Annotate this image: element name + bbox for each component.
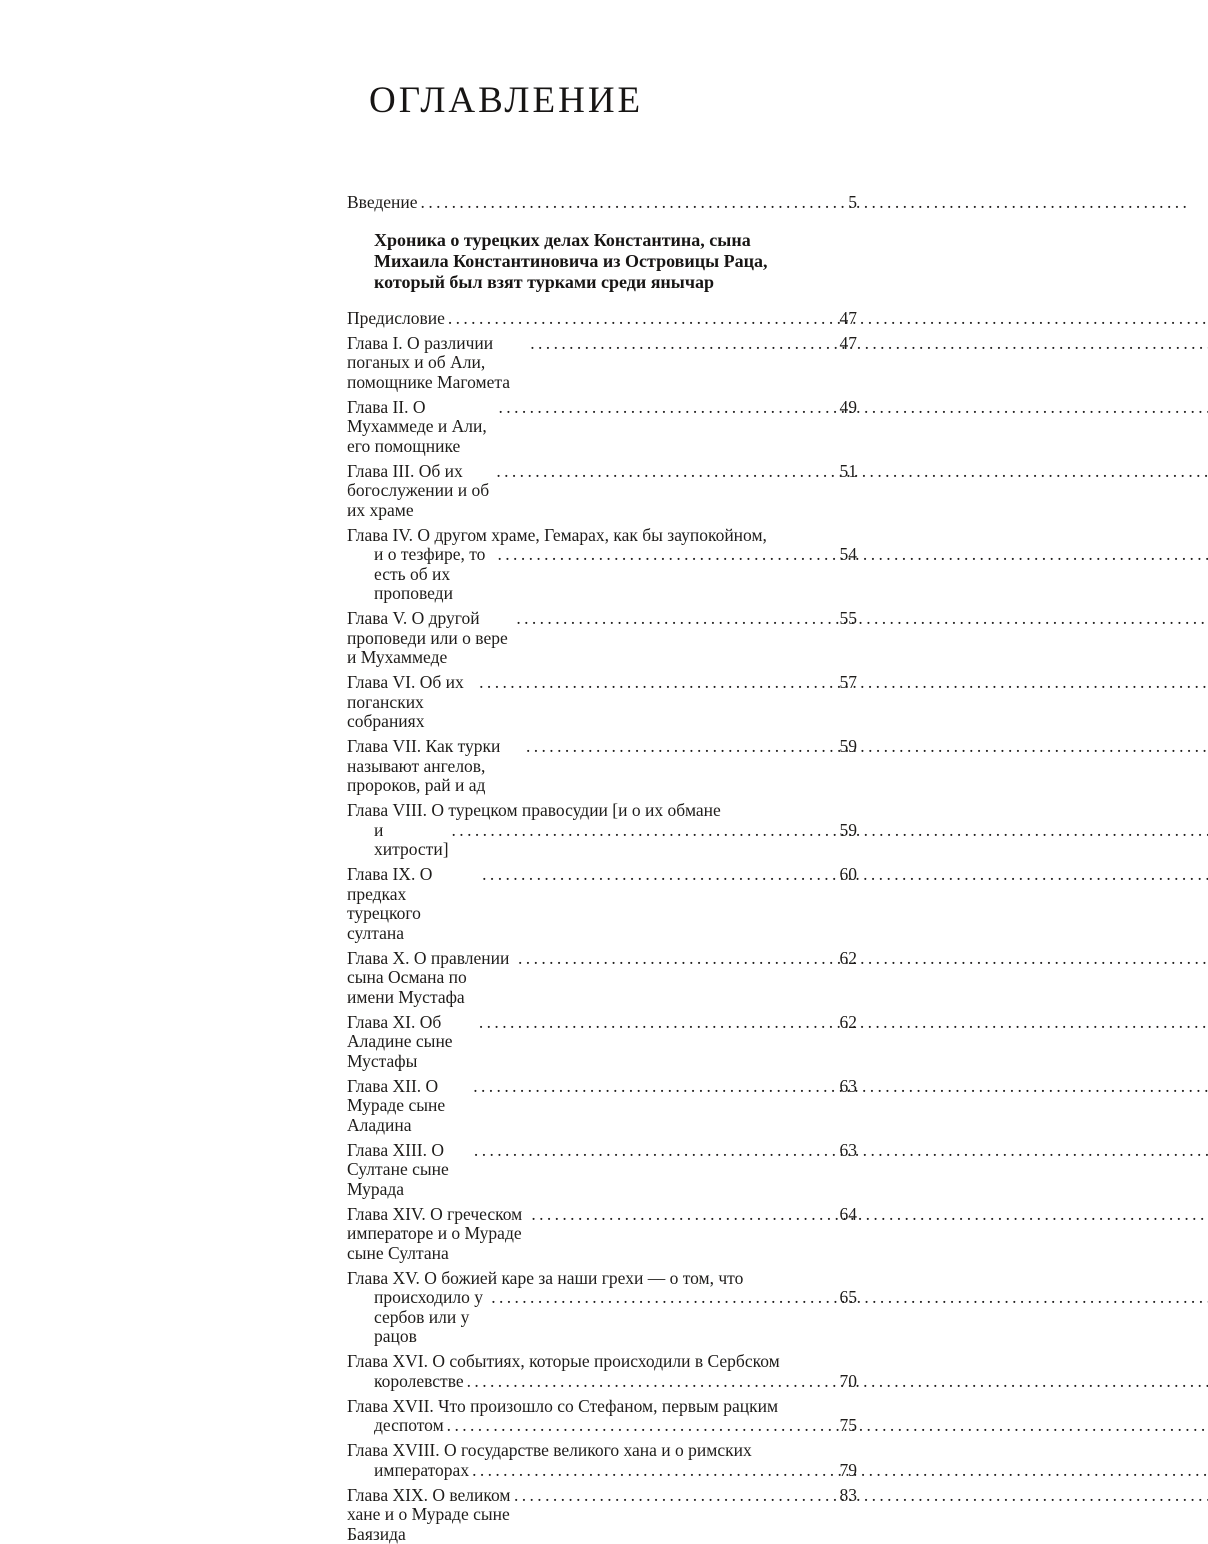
toc-entry xyxy=(347,1013,857,1072)
toc-entry-text: императорах xyxy=(374,1459,470,1480)
toc-entry-line xyxy=(347,1205,857,1264)
page-number: 51 xyxy=(839,460,857,481)
toc-entry xyxy=(347,1352,857,1391)
page-number: 83 xyxy=(839,1484,857,1505)
toc-entry-line xyxy=(347,801,857,821)
toc-entry-text: Глава VII. Как турки называют ангелов, пророков, рай и ад xyxy=(347,736,501,796)
toc-entry-line xyxy=(347,673,857,732)
dot-leader xyxy=(499,398,835,418)
toc-entry-text: Глава XV. О божией каре за наши грехи — о том, что xyxy=(347,1267,744,1288)
dot-leader xyxy=(479,1013,835,1033)
toc-entry-line xyxy=(347,309,857,329)
toc-entry xyxy=(347,865,857,943)
toc-entry xyxy=(347,1486,857,1544)
toc-entry-line xyxy=(347,1372,857,1392)
toc-entry-line xyxy=(347,949,857,1008)
toc-entry-text: Глава XVI. О событиях, которые происходили в Сербском xyxy=(347,1351,780,1372)
toc-entry-text: Глава VI. Об их поганских собраниях xyxy=(347,672,464,732)
toc-entry-text: Глава III. Об их богослужении и об их храме xyxy=(347,460,490,520)
toc-entry-text: Глава XIII. О Султане сыне Мурада xyxy=(347,1139,449,1199)
toc-entry xyxy=(347,673,857,732)
toc-entry-line xyxy=(347,1441,857,1461)
dot-leader xyxy=(496,462,834,482)
toc-list xyxy=(347,193,857,1544)
toc-entry-text: Глава X. О правлении сына Османа по имени Мустафа xyxy=(347,947,510,1007)
dot-leader xyxy=(467,1372,835,1392)
toc-entry xyxy=(347,1077,857,1136)
toc-entry-line xyxy=(347,334,857,393)
page-number: 55 xyxy=(839,608,857,629)
toc-entry-text: Глава IV. О другом храме, Гемарах, как бы заупокойном, xyxy=(347,524,767,545)
page-number: 62 xyxy=(839,1011,857,1032)
page-number: 79 xyxy=(839,1459,857,1480)
toc-entry-line xyxy=(347,545,857,604)
toc-entry-line xyxy=(347,1013,857,1072)
toc-entry-text: происходило у сербов или у рацов xyxy=(374,1287,483,1347)
section-heading xyxy=(374,230,857,293)
toc-entry-line xyxy=(347,1077,857,1136)
toc-entry-line xyxy=(347,1486,857,1544)
toc-entry xyxy=(347,193,857,213)
toc-entry xyxy=(347,737,857,796)
toc-entry xyxy=(347,309,857,329)
toc-entry-line xyxy=(347,398,857,457)
dot-leader xyxy=(447,1416,835,1436)
page-number: 65 xyxy=(839,1287,857,1308)
toc-entry-text: Глава II. О Мухаммеде и Али, его помощнике xyxy=(347,396,487,456)
section-heading-line: который был взят турками среди янычар xyxy=(374,271,715,292)
page-number: 47 xyxy=(839,332,857,353)
dot-leader xyxy=(498,545,835,565)
toc-entry-text: Предисловие xyxy=(347,307,445,328)
toc-entry-line xyxy=(347,821,857,860)
toc-entry-text: Глава I. О различии поганых и об Али, помощнике Магомета xyxy=(347,332,510,392)
toc-entry xyxy=(347,462,857,521)
page-number: 62 xyxy=(839,947,857,968)
toc-entry-text: Глава XII. О Мураде сыне Аладина xyxy=(347,1075,446,1135)
toc-entry-text: Глава XVIII. О государстве великого хана и о римских xyxy=(347,1440,752,1461)
dot-leader xyxy=(518,949,834,969)
toc-entry xyxy=(347,398,857,457)
toc-entry-text: Глава XI. Об Аладине сыне Мустафы xyxy=(347,1011,453,1071)
section-heading-line: Хроника о турецких делах Константина, сына xyxy=(374,229,751,250)
toc-entry-text: Глава V. О другой проповеди или о вере и Мухаммеде xyxy=(347,608,508,668)
dot-leader xyxy=(514,1486,835,1506)
toc-entry-text: Глава XIX. О великом хане и о Мураде сыне Баязида xyxy=(347,1484,511,1544)
toc-entry-text: королевстве xyxy=(374,1370,464,1391)
dot-leader xyxy=(491,1288,834,1308)
book-page xyxy=(279,0,929,1544)
toc-entry-line xyxy=(347,462,857,521)
toc-entry xyxy=(347,1205,857,1264)
toc-entry-line xyxy=(347,1397,857,1417)
page-number: 60 xyxy=(839,864,857,885)
dot-leader xyxy=(526,737,835,757)
toc-entry xyxy=(347,949,857,1008)
dot-leader xyxy=(472,1461,834,1481)
toc-entry-text: и хитрости] xyxy=(374,819,449,860)
toc-entry xyxy=(347,1141,857,1200)
page-number: 64 xyxy=(839,1203,857,1224)
page-number: 59 xyxy=(839,819,857,840)
page-number: 49 xyxy=(839,396,857,417)
toc-entry-line xyxy=(347,609,857,668)
page-title: ОГЛАВЛЕНИЕ xyxy=(369,80,644,121)
dot-leader xyxy=(479,673,834,693)
toc-entry-text: Глава XIV. О греческом императоре и о Мураде сыне Султана xyxy=(347,1203,523,1263)
toc-entry xyxy=(347,801,857,860)
dot-leader xyxy=(474,1141,835,1161)
page-number: 57 xyxy=(839,672,857,693)
toc-entry-line xyxy=(347,1352,857,1372)
toc-entry xyxy=(347,526,857,604)
toc-entry xyxy=(347,1441,857,1480)
toc-entry-line xyxy=(347,737,857,796)
dot-leader xyxy=(516,609,834,629)
toc-entry xyxy=(347,1269,857,1347)
toc-entry-text: деспотом xyxy=(374,1415,444,1436)
dot-leader xyxy=(473,1077,834,1097)
toc-entry-text: Глава IX. О предках турецкого султана xyxy=(347,864,433,943)
dot-leader xyxy=(448,309,835,329)
toc-entry-text: Глава XVII. Что произошло со Стефаном, первым рацким xyxy=(347,1395,779,1416)
toc-entry-text: Глава VIII. О турецком правосудии [и о их обмане xyxy=(347,800,721,821)
dot-leader xyxy=(530,334,834,354)
toc-entry xyxy=(347,609,857,668)
toc-entry-line xyxy=(347,1416,857,1436)
page-number: 59 xyxy=(839,736,857,757)
dot-leader xyxy=(452,821,835,841)
page-number: 54 xyxy=(839,544,857,565)
dot-leader xyxy=(482,865,834,885)
toc-entry xyxy=(347,334,857,393)
toc-entry-line xyxy=(347,526,857,546)
toc-entry-line xyxy=(347,1461,857,1481)
toc-entry xyxy=(347,1397,857,1436)
toc-entry-line xyxy=(347,865,857,943)
toc-entry-line xyxy=(347,1269,857,1289)
page-number: 63 xyxy=(839,1139,857,1160)
page-number: 5 xyxy=(848,192,857,213)
section-heading-line: Михаила Константиновича из Островицы Раца, xyxy=(374,250,768,271)
toc-entry-line xyxy=(347,1141,857,1200)
dot-leader xyxy=(531,1205,834,1225)
toc-entry-line xyxy=(347,1288,857,1347)
toc-entry-line xyxy=(347,193,857,213)
toc-entry-text: и о тезфире, то есть об их проповеди xyxy=(374,544,486,604)
dot-leader xyxy=(421,193,844,213)
toc-entry-text: Введение xyxy=(347,192,418,213)
page-number: 47 xyxy=(839,307,857,328)
page-number: 63 xyxy=(839,1075,857,1096)
page-number: 70 xyxy=(839,1370,857,1391)
page-number: 75 xyxy=(839,1415,857,1436)
